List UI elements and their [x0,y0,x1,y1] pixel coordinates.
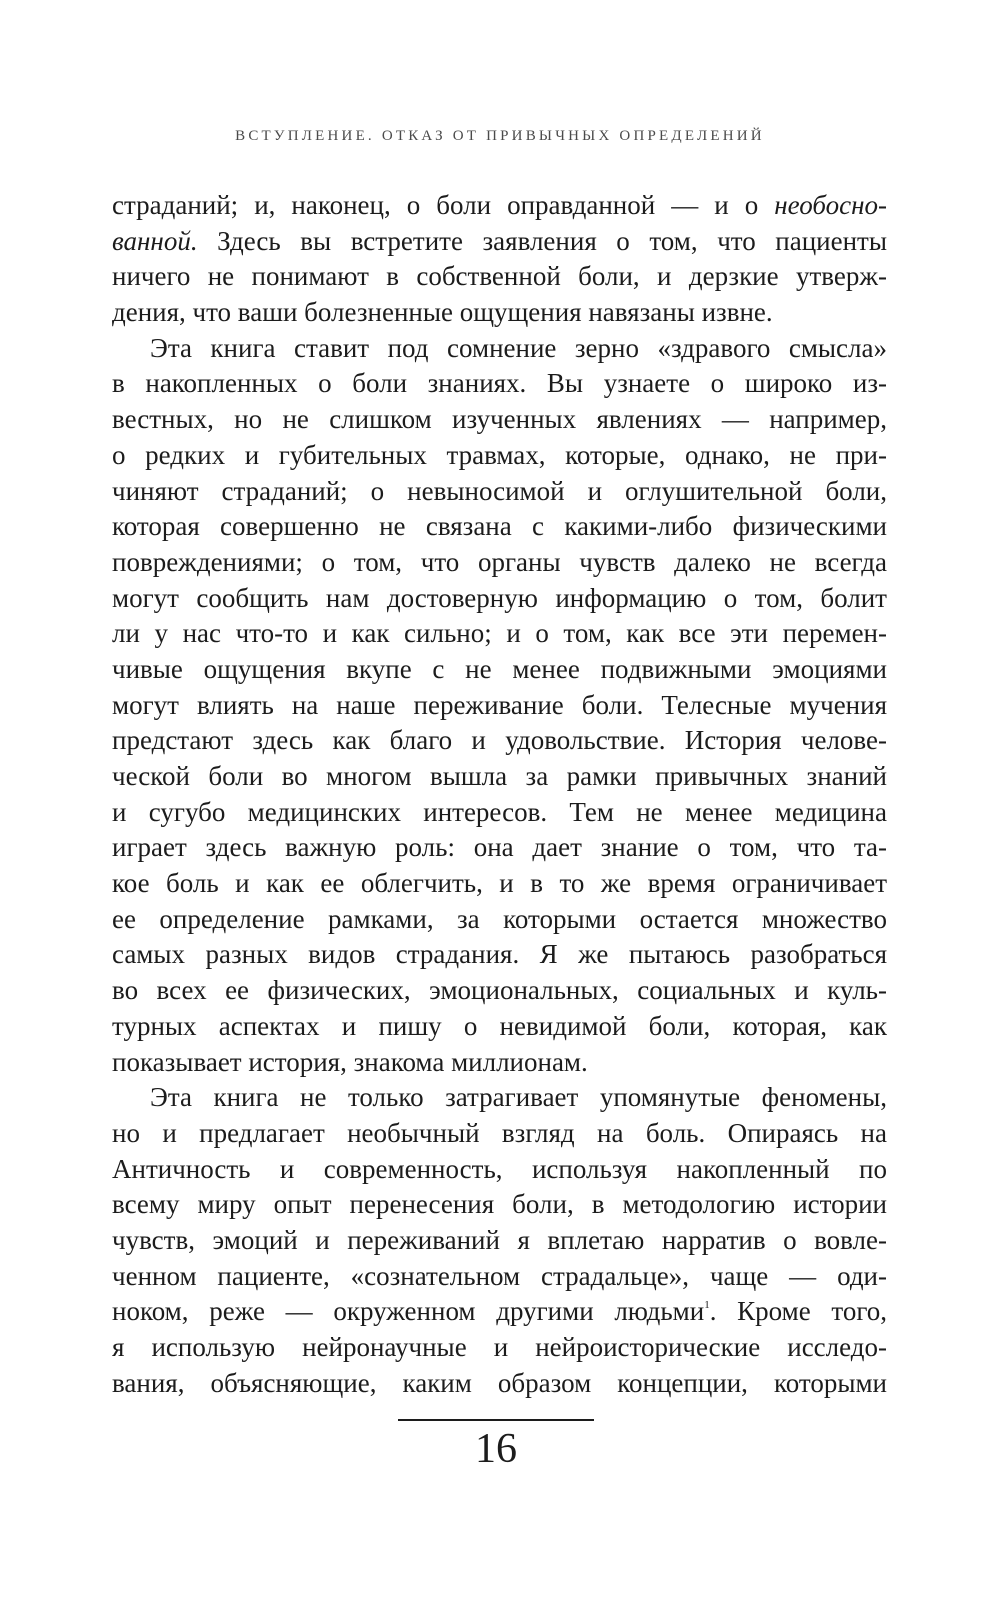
text-line [112,1152,887,1188]
text-line [112,331,887,367]
text-line [112,438,887,474]
text-segment: ченном пациенте, «сознательном страдальце», чаще — оди- [112,1260,887,1291]
text-segment: чивые ощущения вкупе с не менее подвижными эмоциями [112,653,887,684]
text-segment: страданий; и, наконец, о боли оправданной — и о [112,190,775,220]
text-segment: вания, объясняющие, каким образом концепции, которыми [112,1367,887,1398]
text-line [112,759,887,795]
text-segment: и сугубо медицинских интересов. Тем не менее медицина [112,796,887,827]
italic-text: ванной. [112,225,198,256]
text-line [112,1080,887,1116]
body-text [112,188,887,1401]
text-line [112,866,887,902]
text-line [112,188,887,224]
text-line [112,937,887,973]
running-head: ВСТУПЛЕНИЕ. ОТКАЗ ОТ ПРИВЫЧНЫХ ОПРЕДЕЛЕНИЙ [235,128,765,144]
text-line [112,402,887,438]
text-segment: ее определение рамками, за которыми остается множество [112,903,887,934]
text-line [112,1259,887,1295]
text-segment: ноком, реже — окруженном другими людьми [112,1296,705,1327]
text-segment: . Кроме того, [709,1296,887,1327]
text-segment: Здесь вы встретите заявления о том, что пациенты [197,225,887,256]
text-line [112,1223,887,1259]
text-line [112,1187,887,1223]
text-segment: ческой боли во многом вышла за рамки привычных знаний [112,761,887,791]
text-line [112,1116,887,1152]
page-number: 16 [475,1426,517,1472]
text-segment: чувств, эмоций и переживаний я вплетаю нарратив о вовле- [112,1224,887,1255]
paragraph [112,331,887,1080]
text-line [112,224,887,260]
text-line [112,973,887,1009]
text-segment: турных аспектах и пишу о невидимой боли, которая, как [112,1010,887,1041]
text-line [112,259,887,295]
text-line [112,1366,887,1402]
text-segment: чиняют страданий; о невыносимой и оглушительной боли, [112,475,887,506]
text-segment: могут сообщить нам достоверную информацию о том, болит [112,582,887,613]
text-line [112,1294,887,1330]
italic-text: необосно- [774,190,887,220]
folio-rule [398,1419,594,1421]
text-segment: всему миру опыт перенесения боли, в методологию истории [112,1189,887,1220]
text-line [112,1330,887,1366]
text-line [112,1009,887,1045]
paragraph [112,188,887,331]
text-segment: во всех ее физических, эмоциональных, социальных и куль- [112,975,887,1006]
text-line [112,652,887,688]
footnote-marker: 1 [704,1299,710,1312]
text-line [112,581,887,617]
text-line [112,509,887,545]
text-segment: могут влиять на наше переживание боли. Телесные мучения [112,689,887,720]
text-line [112,795,887,831]
text-line [112,295,887,331]
text-segment: в накопленных о боли знаниях. Вы узнаете о широко из- [112,368,887,399]
text-segment: самых разных видов страдания. Я же пытаюсь разобраться [112,939,887,970]
text-segment: показывает история, знакома миллионам. [112,1046,588,1077]
text-line [112,902,887,938]
text-line [112,688,887,724]
text-segment: о редких и губительных травмах, которые, однако, не при- [112,439,887,470]
text-segment: Эта книга ставит под сомнение зерно «здравого смысла» [150,332,887,363]
text-line [112,830,887,866]
text-segment: но и предлагает необычный взгляд на боль. Опираясь на [112,1117,887,1148]
text-segment: ли у нас что-то и как сильно; и о том, как все эти перемен- [112,618,887,649]
text-segment: повреждениями; о том, что органы чувств далеко не всегда [112,546,887,577]
text-segment: ничего не понимают в собственной боли, и дерзкие утверж- [112,261,887,292]
text-segment: Эта книга не только затрагивает упомянутые феномены, [150,1082,887,1113]
text-line [112,366,887,402]
text-segment: которая совершенно не связана с какими-либо физическими [112,511,887,542]
paragraph [112,1080,887,1401]
text-segment: предстают здесь как благо и удовольствие. История челове- [112,725,887,756]
text-segment: играет здесь важную роль: она дает знание о том, что та- [112,832,887,863]
text-segment: вестных, но не слишком изученных явлениях — например, [112,404,887,435]
text-segment: кое боль и как ее облегчить, и в то же время ограничивает [112,868,887,899]
text-line [112,723,887,759]
text-line [112,616,887,652]
text-segment: Античность и современность, используя накопленный по [112,1153,887,1184]
text-line [112,474,887,510]
text-line [112,545,887,581]
text-segment: я использую нейронаучные и нейроисторические исследо- [112,1332,887,1362]
text-segment: дения, что ваши болезненные ощущения навязаны извне. [112,297,773,328]
text-line [112,1045,887,1081]
